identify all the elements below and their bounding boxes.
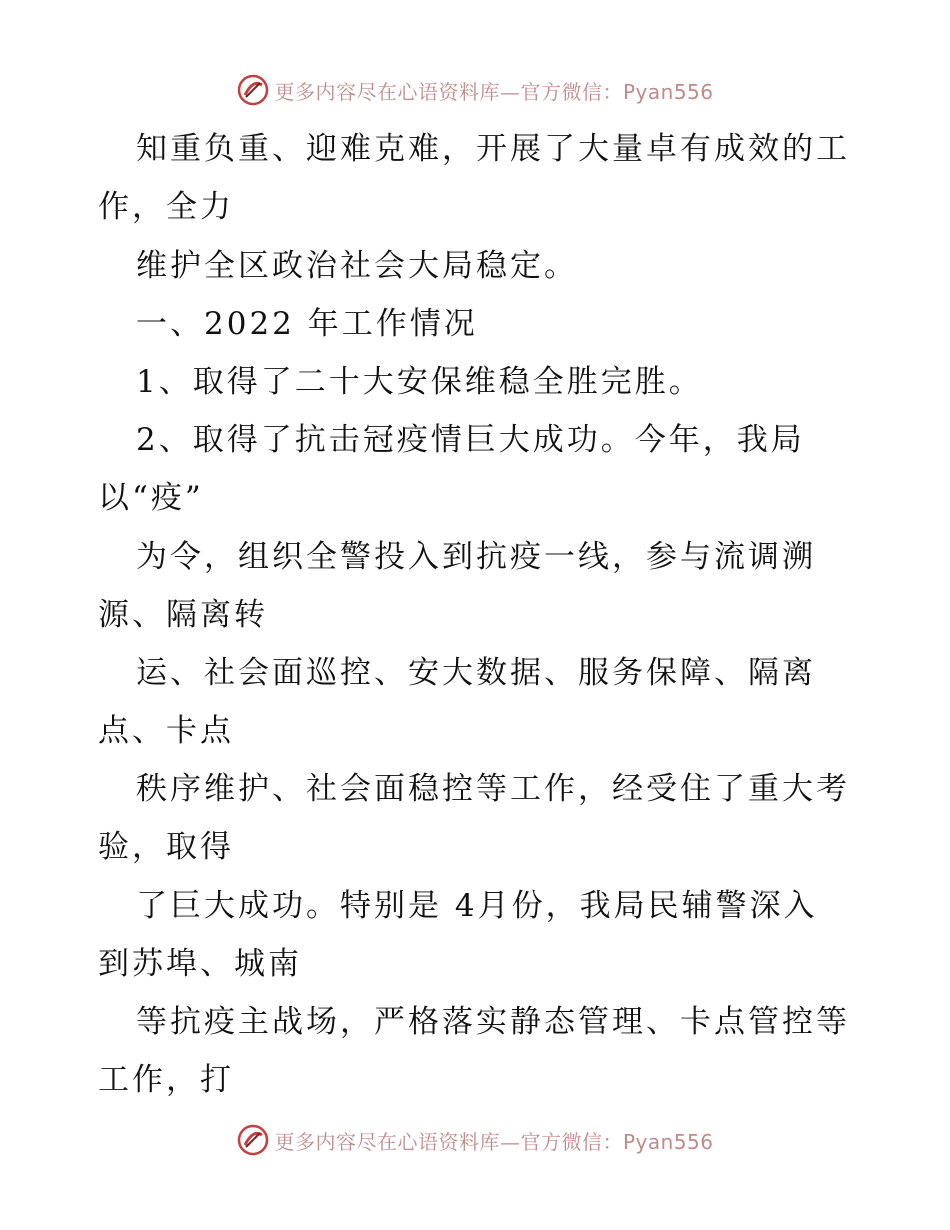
watermark-header bbox=[0, 70, 950, 110]
text-line: 到苏埠、城南 bbox=[98, 946, 302, 982]
text-line: 以“疫” bbox=[98, 480, 204, 516]
text-line: 点、卡点 bbox=[98, 713, 234, 749]
text-line: 运、社会面巡控、安大数据、服务保障、隔离 bbox=[136, 655, 816, 691]
text-line: 1、取得了二十大安保维稳全胜完胜。 bbox=[136, 364, 703, 400]
text-line: 验，取得 bbox=[98, 829, 234, 865]
text-line: 秩序维护、社会面稳控等工作，经受住了重大考 bbox=[136, 771, 850, 807]
watermark-id: Pyan556 bbox=[622, 1129, 714, 1154]
watermark-text bbox=[274, 76, 713, 105]
logo-icon bbox=[236, 73, 270, 107]
watermark-label: 更多内容尽在心语资料库—官方微信： bbox=[274, 79, 623, 104]
watermark-id: Pyan556 bbox=[622, 79, 714, 104]
text-line: 为令，组织全警投入到抗疫一线，参与流调溯 bbox=[136, 539, 816, 575]
section-heading: 一、2022 年工作情况 bbox=[136, 306, 478, 342]
text-line: 了巨大成功。特别是 4月份，我局民辅警深入 bbox=[136, 888, 818, 924]
text-line: 等抗疫主战场，严格落实静态管理、卡点管控等 bbox=[136, 1004, 850, 1040]
watermark-text bbox=[274, 1126, 713, 1155]
watermark-label: 更多内容尽在心语资料库—官方微信： bbox=[274, 1129, 623, 1154]
text-line: 维护全区政治社会大局稳定。 bbox=[136, 248, 578, 284]
text-line: 知重负重、迎难克难，开展了大量卓有成效的工 bbox=[136, 131, 850, 167]
watermark-footer bbox=[0, 1120, 950, 1160]
text-line: 作，全力 bbox=[98, 189, 234, 225]
logo-icon bbox=[236, 1123, 270, 1157]
text-line: 源、隔离转 bbox=[98, 597, 268, 633]
text-line: 工作，打 bbox=[98, 1062, 234, 1098]
text-line: 2、取得了抗击冠疫情巨大成功。今年，我局 bbox=[136, 422, 805, 458]
